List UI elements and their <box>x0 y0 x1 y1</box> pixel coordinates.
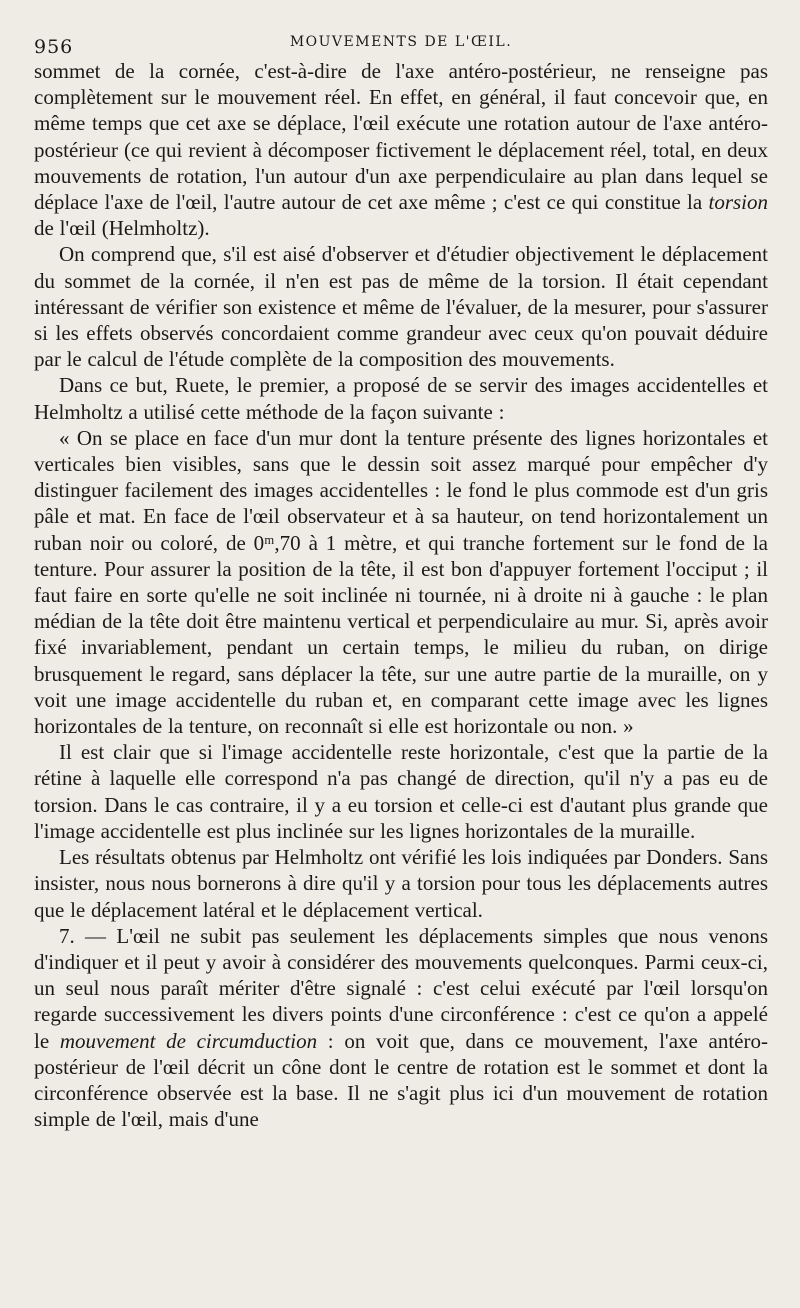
text-run: Dans ce but, Ruete, le premier, a proposé de se servir des images accidentelles et Helmholtz a utilisé cette méthode de la façon suivante : <box>34 373 768 424</box>
text-run: de l'œil (Helmholtz). <box>34 216 210 241</box>
running-title: MOUVEMENTS DE L'ŒIL. <box>289 34 513 50</box>
paragraph <box>34 425 768 739</box>
running-header <box>34 14 768 58</box>
text-run: On comprend que, s'il est aisé d'observer et d'étudier objectivement le déplacement du sommet de la cornée, il n'en est pas de même de la torsion. Il était cependant intéressant de vérifier son existence et même de l'évaluer, de la mesurer, pour s'assurer si les effets observés concordaient comme grandeur avec ceux qu'on pouvait déduire par le calcul de l'étude complète de la composition des mouvements. <box>34 242 768 372</box>
paragraph <box>34 844 768 923</box>
italic-term: torsion <box>708 190 768 215</box>
paragraph <box>34 241 768 372</box>
paragraph <box>34 372 768 424</box>
paragraph <box>34 923 768 1133</box>
text-run: 7. — L'œil ne subit pas seulement les déplacements simples que nous venons d'indiquer et il peut y avoir à considérer des mouvements quelconques. Parmi ceux-ci, un seul nous paraît mériter d'être signalé : c'est celui exécuté par l'œil lorsqu'on regarde successivement les divers points d'une circonférence : c'est ce qu'on a appelé le <box>34 923 768 1053</box>
paragraph <box>34 58 768 241</box>
text-run: : on voit que, dans ce mouvement, l'axe antéro-postérieur de l'œil décrit un cône dont le centre de rotation est le sommet et dont la circonférence observée est la base. Il ne s'agit plus ici d'un mouvement de rotation simple de l'œil, mais d'une <box>34 1028 768 1132</box>
page-number: 956 <box>34 36 74 58</box>
text-run: « On se place en face d'un mur dont la tenture présente des lignes horizontales et verticales bien visibles, sans que le dessin soit assez marqué pour empêcher d'y distinguer facilement des images accidentelles : le fond le plus commode est d'un gris pâle et mat. En face de l'œil observateur et à sa hauteur, on tend horizontalement un ruban noir ou coloré, de 0ᵐ,70 à 1 mètre, et qui tranche fortement sur le fond de la tenture. Pour assurer la position de la tête, il est bon d'appuyer fortement l'occiput ; il faut faire en sorte qu'elle ne soit inclinée ni tournée, ni à droite ni à gauche : le plan médian de la tête doit être maintenu vertical et perpendiculaire au mur. Si, après avoir fixé invariablement, pendant un certain temps, le milieu du ruban, on dirige brusquement le regard, sans déplacer la tête, sur une autre partie de la muraille, on y voit une image accidentelle du ruban et, en comparant cette image avec les lignes horizontales de la tenture, on reconnaît si elle est horizontale ou non. » <box>34 425 768 739</box>
text-run: Les résultats obtenus par Helmholtz ont vérifié les lois indiquées par Donders. Sans insister, nous nous bornerons à dire qu'il y a torsion pour tous les déplacements autres que le déplacement latéral et le déplacement vertical. <box>34 845 768 922</box>
text-run: Il est clair que si l'image accidentelle reste horizontale, c'est que la partie de la rétine à laquelle elle correspond n'a pas changé de direction, qu'il n'y a pas eu de torsion. Dans le cas contraire, il y a eu torsion et celle-ci est d'autant plus grande que l'image accidentelle est plus inclinée sur les lignes horizontales de la muraille. <box>34 740 768 843</box>
body-text <box>34 58 768 1132</box>
paragraph <box>34 739 768 844</box>
text-run: sommet de la cornée, c'est-à-dire de l'axe antéro-postérieur, ne renseigne pas complètement sur le mouvement réel. En effet, en général, il faut concevoir que, en même temps que cet axe se déplace, l'œil exécute une rotation autour de l'axe antéro-postérieur (ce qui revient à décomposer fictivement le déplacement réel, total, en deux mouvements de rotation, l'un autour d'un axe perpendiculaire au plan dans lequel se déplace l'axe de l'œil, l'autre autour de cet axe même ; c'est ce qui constitue la <box>34 59 768 215</box>
italic-term: mouvement de circumduction <box>59 1028 318 1053</box>
